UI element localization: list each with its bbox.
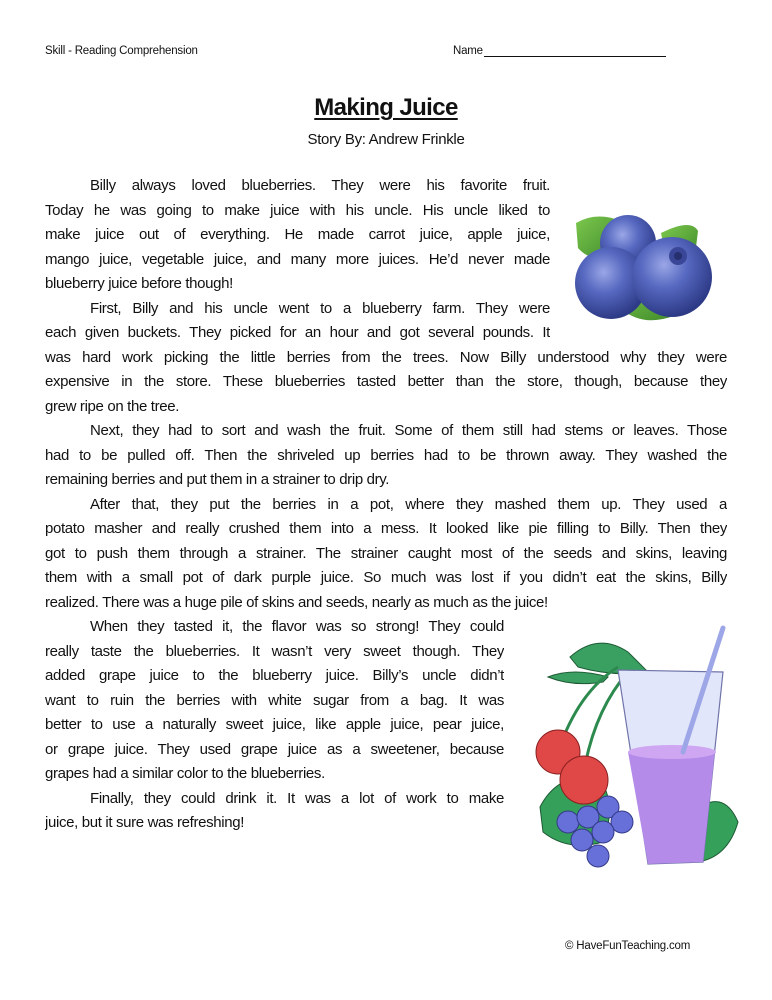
story-line: First, Billy and his uncle went to a blueberry farm. They were <box>90 299 550 317</box>
story-line: realized. There was a huge pile of skins and seeds, nearly as much as the juice! <box>45 593 548 611</box>
story-line: want to ruin the berries with white sugar from a bag. It was <box>45 691 504 709</box>
story-line: Today he was going to make juice with his uncle. His uncle liked to <box>45 201 550 219</box>
name-field <box>453 45 666 57</box>
story-line: blueberry juice before though! <box>45 275 233 292</box>
story-line: remaining berries and put them in a strainer to drip dry. <box>45 471 390 488</box>
story-line: really taste the blueberries. It wasn’t very sweet though. They <box>45 642 504 660</box>
copyright-footer: © HaveFunTeaching.com <box>565 940 691 952</box>
blueberries-image <box>566 203 718 331</box>
story-line: grapes had a similar color to the blueberries. <box>45 765 325 782</box>
skill-label: Skill - Reading Comprehension <box>45 45 198 57</box>
story-line: each given buckets. They picked for an hour and got several pounds. It <box>45 324 550 341</box>
story-line: added grape juice to the blueberry juice. Billy’s uncle didn’t <box>45 667 504 684</box>
story-line: Finally, they could drink it. It was a lot of work to make <box>90 789 504 807</box>
story-line: grew ripe on the tree. <box>45 397 180 415</box>
story-line: or grape juice. They used grape juice as a sweetener, because <box>45 740 504 758</box>
juice-glass-image <box>518 622 753 872</box>
story-line: mango juice, vegetable juice, and many more juices. He’d never made <box>45 250 550 268</box>
story-line: potato masher and really crushed them into a mess. It looked like pie filling to Billy. Then they <box>45 520 727 537</box>
story-line: Billy always loved blueberries. They were his favorite fruit. <box>90 177 550 194</box>
story-line: had to be pulled off. Then the shriveled up berries had to be thrown away. They washed the <box>45 446 727 464</box>
story-line: expensive in the store. These blueberries tasted better than the store, though, because they <box>45 373 727 390</box>
story-line: better to use a naturally sweet juice, like apple juice, pear juice, <box>45 716 504 733</box>
page-title: Making Juice <box>314 94 458 121</box>
story-line: juice, but it sure was refreshing! <box>45 814 245 831</box>
story-line: Next, they had to sort and wash the fruit. Some of them still had stems or leaves. Those <box>90 422 727 439</box>
story-line: got to push them through a strainer. The strainer caught most of the seeds and skins, leaving <box>45 544 727 562</box>
story-byline: Story By: Andrew Frinkle <box>307 131 465 148</box>
name-blank-line <box>484 45 666 57</box>
story-line: make juice out of everything. He made carrot juice, apple juice, <box>45 226 550 243</box>
story-line: When they tasted it, the flavor was so strong! They could <box>90 618 504 635</box>
story-line: them with a small pot of dark purple juice. So much was lost if you didn’t eat the skins, Billy <box>45 569 727 586</box>
name-label: Name <box>453 45 483 57</box>
story-line: was hard work picking the little berries from the trees. Now Billy understood why they were <box>45 348 727 366</box>
story-line: After that, they put the berries in a pot, where they mashed them up. They used a <box>90 495 727 513</box>
